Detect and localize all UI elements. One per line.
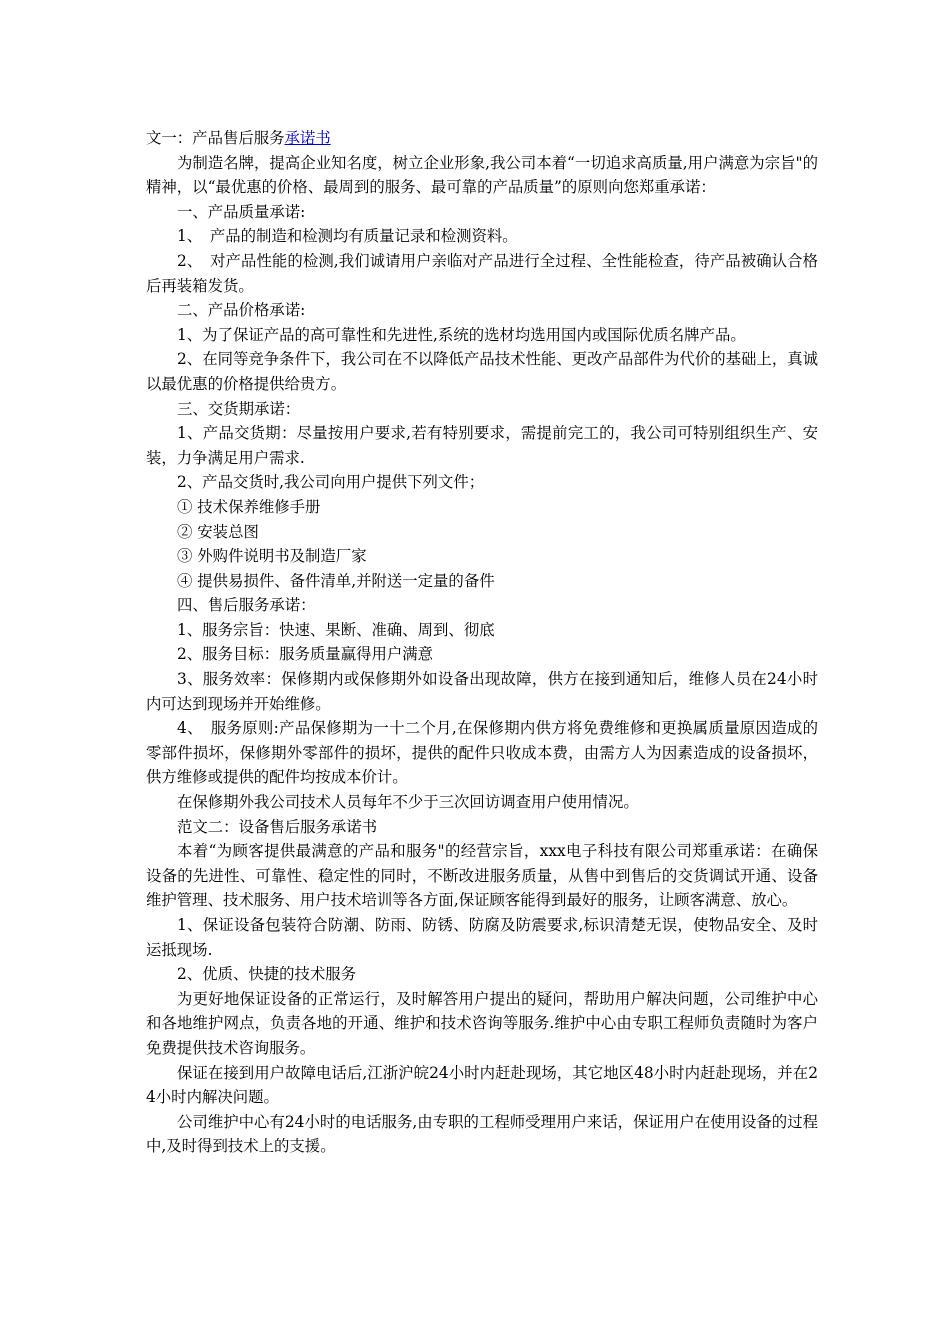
delivery-item-2: 2、产品交货时,我公司向用户提供下列文件；: [177, 473, 485, 492]
quality-item-2: 2、 对产品性能的检测,我们诚请用户亲临对产品进行全过程、全性能检查，待产品被确认合格后再装箱发货。: [146, 251, 818, 295]
delivery-item-1: 1、产品交货期：尽量按用户要求,若有特别要求，需提前完工的，我公司可特别组织生产、安装，力争满足用户需求.: [146, 424, 818, 467]
document-body: [146, 126, 818, 1159]
document-title-2: 范文二：设备售后服务承诺书: [177, 817, 378, 836]
service-item-4: 4、 服务原则:产品保修期为一十二个月,在保修期内供方将免费维修和更换属质量原因造成的零部件损坏，保修期外零部件的损坏，提供的配件只收成本费，由需方人为因素造成的设备损坏，供方维修或提供的配件均按成本价计。: [146, 719, 818, 787]
section-heading-service: 四、售后服务承诺：: [177, 596, 316, 615]
document-list-item-1: ① 技术保养维修手册: [177, 497, 321, 516]
price-item-1: 1、为了保证产品的高可靠性和先进性,系统的选材均选用国内或国际优质名牌产品。: [177, 325, 746, 344]
packaging-item: 1、保证设备包装符合防潮、防雨、防锈、防腐及防震要求,标识清楚无误，使物品安全、及时运抵现场.: [146, 916, 818, 959]
response-time-paragraph: 保证在接到用户故障电话后,江浙沪皖24小时内赶赴现场，其它地区48小时内赶赴现场，并在24小时内解决问题。: [146, 1063, 818, 1107]
quality-item-1: 1、 产品的制造和检测均有质量记录和检测资料。: [177, 227, 518, 246]
service-item-1: 1、服务宗旨：快速、果断、准确、周到、彻底: [177, 620, 495, 639]
tech-service-heading: 2、优质、快捷的技术服务: [177, 965, 357, 984]
hotline-paragraph: 公司维护中心有24小时的电话服务,由专职的工程师受理用户来话，保证用户在使用设备的过程中,及时得到技术上的支援。: [146, 1112, 818, 1156]
document-list-item-2: ② 安装总图: [177, 522, 259, 541]
section-heading-delivery: 三、交货期承诺：: [177, 399, 301, 418]
intro-paragraph: 为制造名牌，提高企业知名度，树立企业形象,我公司本着“一切追求高质量,用户满意为宗旨"的精神，以“最优惠的价格、最周到的服务、最可靠的产品质量”的原则向您郑重承诺：: [146, 153, 818, 197]
service-item-3: 3、服务效率：保修期内或保修期外如设备出现故障，供方在接到通知后，维修人员在24小时内可达到现场并开始维修。: [146, 670, 818, 713]
section-heading-quality: 一、产品质量承诺:: [177, 202, 306, 221]
document-list-item-3: ③ 外购件说明书及制造厂家: [177, 547, 367, 566]
service-followup: 在保修期外我公司技术人员每年不少于三次回访调查用户使用情况。: [177, 793, 639, 812]
price-item-2: 2、在同等竞争条件下，我公司在不以降低产品技术性能、更改产品部件为代价的基础上，真诚以最优惠的价格提供给贵方。: [146, 350, 818, 393]
title-link[interactable]: 承诺书: [284, 129, 331, 147]
title-prefix: 文一：产品售后服务: [146, 129, 285, 147]
document-list-item-4: ④ 提供易损件、备件清单,并附送一定量的备件: [177, 571, 495, 590]
service-item-2: 2、服务目标：服务质量赢得用户满意: [177, 645, 434, 664]
intro-paragraph-2: 本着“为顾客提供最满意的产品和服务"的经营宗旨，xxx电子科技有限公司郑重承诺：在确保设备的先进性、可靠性、稳定性的同时，不断改进服务质量，从售中到售后的交货调试开通、设备维护管理、技术服务、用户技术培训等各方面,保证顾客能得到最好的服务，让顾客满意、放心。: [146, 842, 818, 910]
document-title-1: [146, 126, 818, 151]
section-heading-price: 二、产品价格承诺:: [177, 301, 306, 320]
tech-service-paragraph: 为更好地保证设备的正常运行，及时解答用户提出的疑问，帮助用户解决问题，公司维护中心和各地维护网点，负责各地的开通、维护和技术咨询等服务.维护中心由专职工程师负责随时为客户免费提供技术咨询服务。: [146, 989, 818, 1057]
